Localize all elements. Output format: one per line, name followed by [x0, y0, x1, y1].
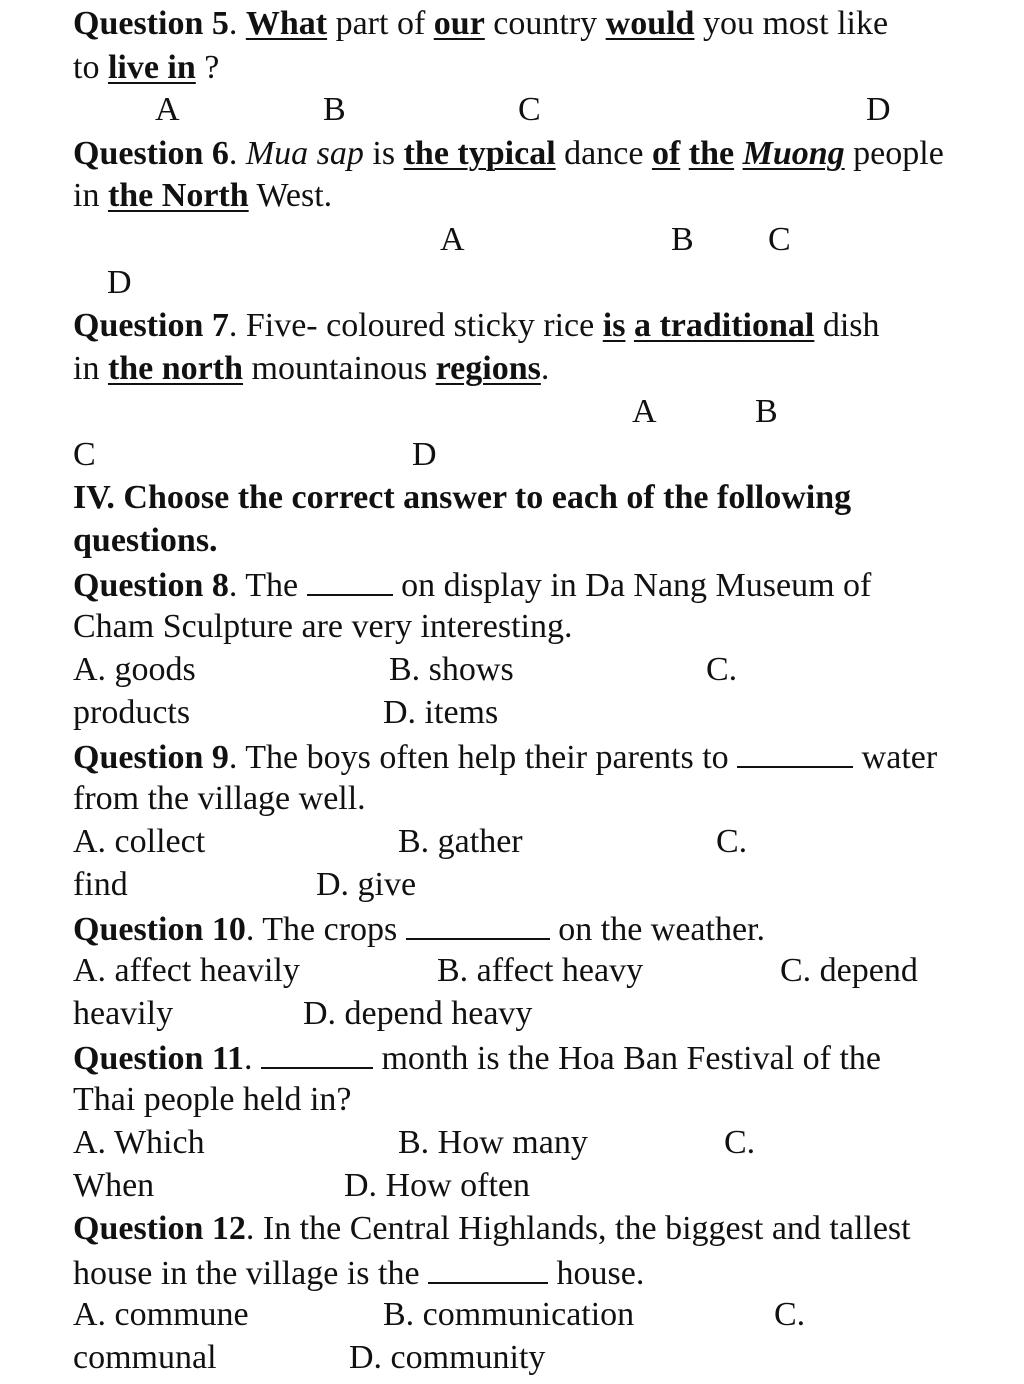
q12-line2: house in the village is the house. [73, 1252, 644, 1294]
q9-blank [737, 736, 853, 768]
q6-marker-c: C [768, 221, 791, 258]
q6-word-the-north: the North [107, 177, 249, 214]
q7-line2: in the north mountainous regions. [73, 350, 550, 387]
section-heading-line1: IV. Choose the correct answer to each of the following [73, 479, 852, 516]
q5-word-live-in: live in [107, 49, 196, 86]
q6-marker-b: B [671, 221, 694, 258]
q9-option-d: D. give [316, 866, 417, 903]
q7-label: Question 7 [73, 307, 229, 344]
q8-option-c: C. [706, 651, 738, 688]
q9-option-c: C. [716, 823, 748, 860]
q10-option-d: D. depend heavy [303, 995, 533, 1032]
q6-word-muong: Muong [742, 135, 845, 172]
q7-word-a-traditional: a traditional [633, 307, 815, 344]
q8-option-d: D. items [383, 694, 499, 731]
q11-option-d: D. How often [344, 1167, 531, 1204]
q8-blank [307, 564, 393, 596]
q5-word-our: our [433, 5, 485, 42]
q7-marker-b: B [755, 393, 778, 430]
section-heading-line2: questions. [73, 522, 218, 559]
q6-line2: in the North West. [73, 177, 333, 214]
q10-line1: Question 10. The crops on the weather. [73, 908, 765, 950]
q6-marker-a: A [440, 221, 465, 258]
q5-word-what: What [245, 5, 328, 42]
q7-marker-d: D [412, 436, 437, 473]
q5-marker-d: D [866, 91, 891, 128]
q11-option-c-text: When [73, 1167, 155, 1204]
q9-option-c-text: find [73, 866, 128, 903]
q6-word-the: the [688, 135, 735, 172]
q11-line1: Question 11. month is the Hoa Ban Festival of the [73, 1037, 881, 1079]
q6-mua-sap: Mua sap [245, 135, 364, 172]
q6-label: Question 6 [73, 135, 229, 172]
q5-line2: to live in ? [73, 49, 220, 86]
q9-line1: Question 9. The boys often help their parents to water [73, 736, 937, 778]
q8-line2: Cham Sculpture are very interesting. [73, 608, 573, 645]
q10-option-c: C. depend [780, 952, 918, 989]
q11-blank [261, 1037, 373, 1069]
q10-blank [406, 908, 550, 940]
q12-option-c: C. [774, 1296, 806, 1333]
q12-option-b: B. communication [383, 1296, 635, 1333]
q9-line2: from the village well. [73, 780, 366, 817]
q11-option-b: B. How many [398, 1124, 588, 1161]
q8-label: Question 8 [73, 567, 229, 604]
q7-word-is: is [602, 307, 626, 344]
q10-option-a: A. affect heavily [73, 952, 300, 989]
q11-option-a: A. Which [73, 1124, 205, 1161]
q7-line1: Question 7. Five- coloured sticky rice is a traditional dish [73, 307, 880, 344]
q5-word-would: would [605, 5, 695, 42]
q6-line1: Question 6. Mua sap is the typical dance of the Muong people [73, 135, 944, 172]
q7-word-regions: regions [435, 350, 541, 387]
q10-option-b: B. affect heavy [437, 952, 644, 989]
q8-option-b: B. shows [389, 651, 514, 688]
q12-line1: Question 12. In the Central Highlands, the biggest and tallest [73, 1210, 911, 1247]
q7-marker-c: C [73, 436, 96, 473]
q11-label: Question 11 [73, 1040, 244, 1077]
q10-option-c-text: heavily [73, 995, 174, 1032]
q10-label: Question 10 [73, 911, 246, 948]
q9-option-a: A. collect [73, 823, 206, 860]
q6-word-of: of [651, 135, 681, 172]
q8-option-a: A. goods [73, 651, 196, 688]
q6-word-the-typical: the typical [403, 135, 556, 172]
q11-option-c: C. [724, 1124, 756, 1161]
q5-marker-a: A [155, 91, 180, 128]
q7-marker-a: A [632, 393, 657, 430]
q12-label: Question 12 [73, 1210, 246, 1247]
q11-line2: Thai people held in? [73, 1081, 352, 1118]
q12-blank [428, 1252, 548, 1284]
q5-line1: Question 5. What part of our country would you most like [73, 5, 889, 42]
q12-option-c-text: communal [73, 1339, 217, 1376]
q6-marker-d: D [107, 264, 132, 301]
q12-option-a: A. commune [73, 1296, 249, 1333]
q9-label: Question 9 [73, 739, 229, 776]
q8-line1: Question 8. The on display in Da Nang Museum of [73, 564, 871, 606]
q5-marker-c: C [518, 91, 541, 128]
q12-option-d: D. community [349, 1339, 546, 1376]
q5-label: Question 5 [73, 5, 229, 42]
q9-option-b: B. gather [398, 823, 523, 860]
q8-option-c-text: products [73, 694, 191, 731]
q5-marker-b: B [323, 91, 346, 128]
q7-word-the-north: the north [107, 350, 244, 387]
